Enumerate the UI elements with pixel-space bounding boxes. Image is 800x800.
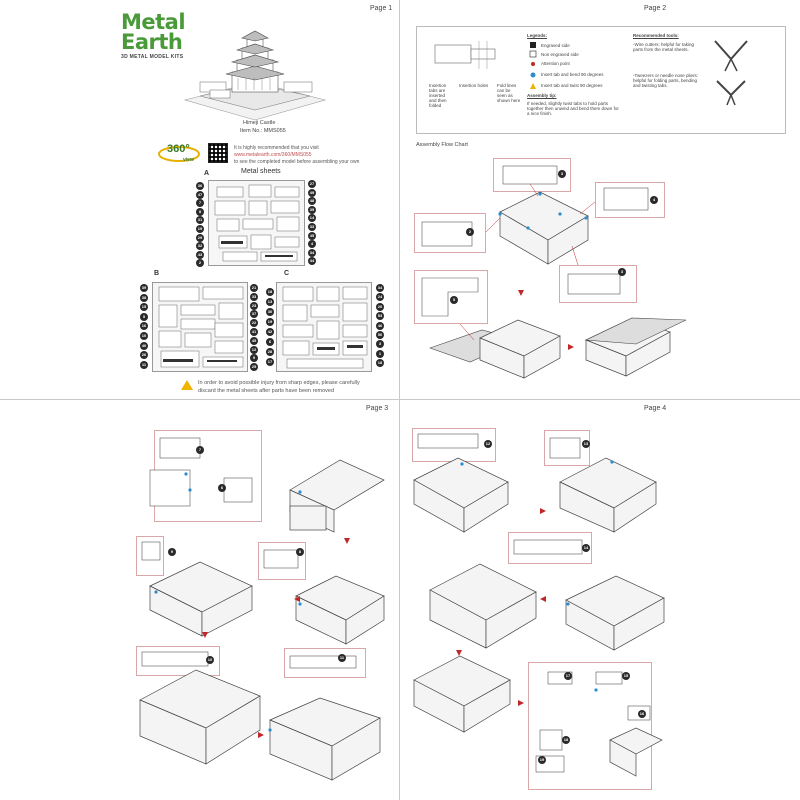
part-callout: 26 [141, 352, 147, 358]
part-callout: 7 [196, 199, 204, 207]
part-callout: 41 [251, 329, 257, 334]
page-label: Page 3 [366, 405, 389, 412]
part-callout: 11 [141, 361, 147, 367]
part-callout: 3 [376, 340, 384, 348]
part-callout: 19 [267, 319, 273, 324]
arrow-down-icon [518, 290, 524, 296]
part-callout: 33 [309, 224, 315, 229]
insertion-holes-note: Insertion holes [459, 83, 489, 88]
part-callout: 27 [309, 181, 315, 186]
step-number: 3 [558, 170, 566, 178]
part-callout: 34 [309, 249, 315, 255]
warning-icon [181, 380, 193, 390]
part-callout: 37 [251, 311, 257, 317]
part-callout: 14 [309, 215, 315, 221]
part-callout: 21 [251, 285, 257, 290]
legend-attention: Attention point [541, 61, 570, 66]
part-callout: 46 [377, 322, 383, 328]
warning-line-1: In order to avoid possible injury from sharp edges, please carefully [198, 380, 360, 386]
part-callout: 6 [266, 338, 274, 346]
fold-lines-note: Fold lines can be seen as shown here [497, 83, 521, 103]
metal-sheets-title: Metal sheets [241, 168, 281, 175]
page-3-drawings [0, 400, 400, 800]
step-number: 4 [650, 196, 658, 204]
sheet-a-label: A [204, 170, 210, 177]
step-number: 2 [466, 228, 474, 236]
part-callout: 12 [251, 346, 257, 352]
part-callout: 35 [309, 206, 315, 212]
sheet-c [276, 282, 372, 372]
part-callout: 36 [197, 183, 203, 188]
flow-chart-title: Assembly Flow Chart [416, 142, 468, 148]
page-label: Page 2 [644, 5, 667, 12]
part-callout: 30 [267, 309, 273, 314]
part-callout: 25 [251, 364, 257, 370]
part-callout: 42 [267, 329, 273, 334]
step-number: 12 [485, 441, 491, 446]
part-callout: 20 [377, 303, 383, 309]
part-callout: 45 [251, 337, 257, 343]
part-callout: 2 [196, 259, 204, 267]
part-callout: 28 [267, 349, 273, 354]
arrow-right-icon [568, 344, 574, 350]
part-callout: 13 [267, 299, 273, 304]
part-callout: 9 [250, 354, 258, 362]
step-number: 10 [207, 657, 213, 662]
part-callout: 32 [197, 243, 203, 249]
part-callout: 44 [309, 258, 315, 264]
part-callout: 50 [377, 332, 383, 337]
step-number: 11 [339, 655, 345, 660]
step-number: 6 [218, 484, 226, 492]
tool-2: -Tweezers or needle nose pliers: helpful for folding parts, bending and twisting tabs. [633, 73, 699, 88]
tool-1: -Wire cutters: helpful for taking parts from the metal sheets. [633, 42, 695, 52]
part-callout: 48 [309, 198, 315, 204]
sheet-b [152, 282, 248, 372]
step-number: 3 [618, 268, 626, 276]
part-callout: 49 [309, 189, 315, 195]
part-callout: 8 [196, 208, 204, 216]
part-callout: 31 [197, 217, 203, 223]
brand-logo: Metal Earth 3D METAL MODEL KITS [121, 10, 186, 60]
page-4 [400, 400, 800, 800]
tools-title: Recommended tools: [633, 33, 679, 38]
step-number: 13 [583, 441, 589, 446]
step-number: 15 [623, 673, 629, 678]
part-callout: 33 [251, 293, 257, 299]
tip-text: If needed, slightly twist tabs to hold parts together then unwind and bend them down for a nice finish. [527, 101, 619, 116]
step-number: 7 [196, 446, 204, 454]
part-callout: 23 [251, 302, 257, 308]
sheet-a [208, 180, 305, 266]
part-callout: 22 [251, 320, 257, 326]
sheet-b-label: B [154, 270, 160, 277]
sheet-a-parts [209, 181, 306, 267]
part-callout: 24 [377, 294, 383, 300]
page-4-drawings [400, 400, 800, 800]
page-label: Page 1 [370, 5, 393, 12]
part-callout: 18 [267, 289, 273, 294]
sheet-c-parts [277, 283, 373, 373]
page-3 [0, 400, 400, 800]
step-number: 14 [583, 545, 589, 550]
legend-non-engraved: Non engraved side [541, 52, 579, 57]
qr-code[interactable] [208, 143, 228, 163]
legend-title: Legends: [527, 33, 548, 38]
part-callout: 38 [141, 294, 147, 300]
page-2-drawings [400, 0, 800, 400]
part-callout: 5 [140, 313, 148, 321]
part-callout: 45 [309, 232, 315, 238]
page-2 [400, 0, 800, 400]
part-callout: 1 [376, 350, 384, 358]
part-callout: 40 [141, 342, 147, 348]
view-360-badge: 360° view [157, 140, 201, 166]
step-number: 17 [565, 673, 571, 678]
step-number: 9 [168, 548, 176, 556]
step-number: 8 [296, 548, 304, 556]
part-callout: 53 [377, 313, 383, 319]
model-name: Himeji Castle [243, 120, 276, 126]
insertion-tabs-note: Insertion tabs are inserted and then folded [429, 83, 447, 108]
qr-link[interactable]: www.metalearth.com/360/MMS055 [234, 152, 312, 158]
sheet-b-parts [153, 283, 249, 373]
part-callout: 4 [308, 240, 316, 248]
part-callout: 15 [141, 304, 147, 310]
part-callout: 43 [197, 251, 203, 257]
castle-illustration [180, 22, 330, 122]
part-callout: 10 [141, 333, 147, 338]
qr-line-3: to see the completed model before assembling your own [234, 159, 360, 165]
page-1 [0, 0, 400, 400]
legend-tab-90: Insert tab and bend 90 degrees [541, 72, 604, 77]
part-callout: 16 [141, 323, 147, 329]
part-callout: 18 [377, 360, 383, 366]
page-label: Page 4 [644, 405, 667, 412]
legend-tab-twist: Insert tab and twist 90 degrees [541, 83, 603, 88]
part-callout: 47 [197, 191, 203, 197]
warning-line-2: discard the metal sheets after parts have been removed [198, 388, 335, 394]
part-callout: 29 [197, 234, 203, 240]
step-number: 19 [539, 757, 545, 762]
legend-engraved: Engraved side [541, 43, 570, 48]
qr-line-1: It is highly recommended that you visit [234, 145, 319, 151]
item-number: Item No.: MMS055 [240, 128, 286, 134]
tip-title: Assembly tip: [527, 93, 557, 98]
part-callout: 34 [377, 285, 383, 290]
step-number: 16 [639, 711, 645, 716]
step-number: 5 [450, 296, 458, 304]
sheet-c-label: C [284, 270, 290, 277]
step-number: 18 [563, 737, 569, 742]
part-callout: 39 [141, 285, 147, 290]
part-callout: 19 [197, 226, 203, 231]
part-callout: 17 [267, 359, 273, 364]
